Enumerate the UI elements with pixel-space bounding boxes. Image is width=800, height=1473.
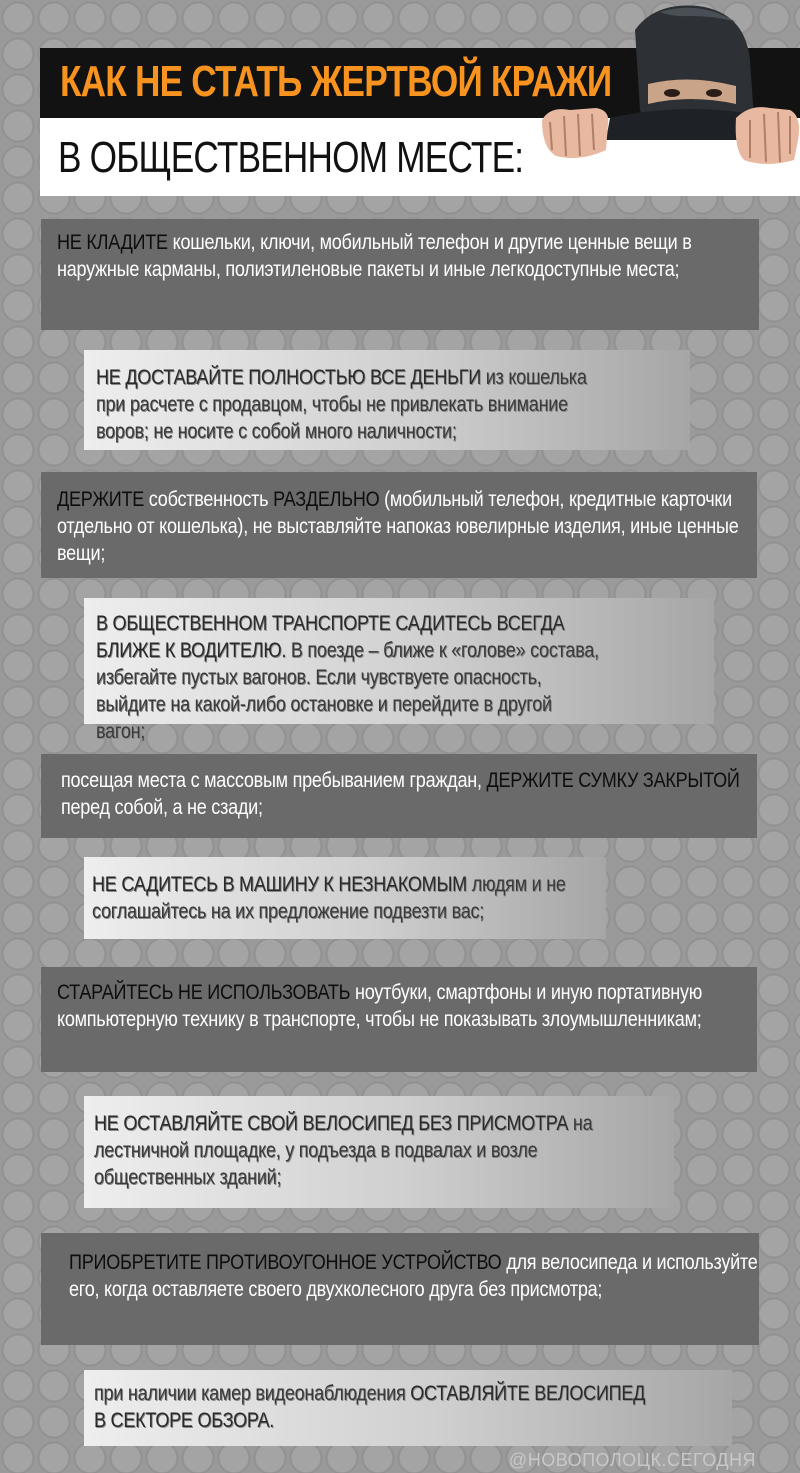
tip-text-9	[69, 1249, 761, 1303]
tip-box-8	[84, 1096, 674, 1208]
tip-emphasis: ПРИОБРЕТИТЕ ПРОТИВОУГОННОЕ УСТРОЙСТВО	[69, 1251, 502, 1274]
tip-text-2	[96, 364, 591, 445]
tip-emphasis: ДЕРЖИТЕ СУМКУ ЗАКРЫТОЙ	[486, 769, 740, 792]
tip-body: ноутбуки, смартфоны и иную портативную компьютерную технику в транспорте, чтобы не показывать злоумышленникам;	[57, 981, 703, 1031]
tip-body: людям и не соглашайтесь на их предложение подвезти вас;	[92, 873, 566, 923]
tip-body: (мобильный телефон, кредитные карточки отдельно от кошелька), не выставляйте напоказ ювелирные изделия, иные ценные вещи;	[57, 488, 739, 565]
tip-box-6	[84, 857, 606, 939]
masked-thief-illustration	[540, 0, 800, 175]
tip-text-8	[94, 1110, 601, 1191]
tip-emphasis: НЕ ДОСТАВАЙТЕ ПОЛНОСТЬЮ ВСЕ ДЕНЬГИ	[96, 366, 481, 389]
tip-body: для велосипеда и используйте его, когда оставляете своего двухколесного друга без присмотра;	[69, 1251, 758, 1301]
tip-text-10	[94, 1380, 651, 1434]
tip-box-4	[84, 598, 714, 743]
title-line-2: В ОБЩЕСТВЕННОМ МЕСТЕ:	[58, 133, 524, 182]
tip-text-7	[57, 979, 765, 1033]
tip-text-6	[92, 871, 586, 925]
tip-emphasis: НЕ ОСТАВЛЯЙТЕ СВОЙ ВЕЛОСИПЕД БЕЗ ПРИСМОТРА	[94, 1112, 569, 1135]
title-line-1: КАК НЕ СТАТЬ ЖЕРТВОЙ КРАЖИ	[60, 57, 612, 106]
tip-emphasis: РАЗДЕЛЬНО	[273, 488, 380, 511]
tip-box-3	[41, 472, 757, 578]
tip-text-3	[57, 486, 765, 567]
tip-box-7	[41, 967, 757, 1072]
tip-box-1	[41, 219, 759, 330]
tip-body: при наличии камер видеонаблюдения	[94, 1382, 411, 1405]
tip-body: кошельки, ключи, мобильный телефон и другие ценные вещи в наружные карманы, полиэтиленовые пакеты и иные легкодоступные места;	[57, 231, 692, 281]
tip-body: собственность	[144, 488, 274, 511]
tip-emphasis: В ОБЩЕСТВЕННОМ ТРАНСПОРТЕ САДИТЕСЬ ВСЕГДА БЛИЖЕ К ВОДИТЕЛЮ.	[96, 612, 565, 662]
tip-box-5	[41, 754, 757, 838]
tip-body: из кошелька при расчете с продавцом, чтобы не привлекать внимание воров; не носите с собой много наличности;	[96, 366, 587, 443]
tip-body: на лестничной площадке, у подъезда в подвалах и возле общественных зданий;	[94, 1112, 593, 1189]
tip-box-2	[84, 350, 690, 450]
tip-emphasis: НЕ САДИТЕСЬ В МАШИНУ К НЕЗНАКОМЫМ	[92, 873, 467, 896]
tip-body: посещая места с массовым пребыванием граждан,	[61, 769, 487, 792]
tip-emphasis: СТАРАЙТЕСЬ НЕ ИСПОЛЬЗОВАТЬ	[57, 981, 351, 1004]
tip-body: перед собой, а не сзади;	[61, 796, 263, 819]
tip-text-5	[61, 767, 769, 821]
tip-text-1	[57, 229, 767, 283]
tip-emphasis: НЕ КЛАДИТЕ	[57, 231, 168, 254]
tip-text-4	[96, 610, 600, 745]
tip-box-10	[84, 1370, 732, 1446]
tip-body: В поезде – ближе к «голове» состава, избегайте пустых вагонов. Если чувствуете опасность, выйдите на какой-либо остановке и перейдите в другой вагон;	[96, 639, 599, 743]
tip-emphasis: ДЕРЖИТЕ	[57, 488, 145, 511]
tip-box-9	[41, 1233, 759, 1345]
tip-emphasis: ОСТАВЛЯЙТЕ ВЕЛОСИПЕД В СЕКТОРЕ ОБЗОРА.	[94, 1382, 646, 1432]
source-credit: @НОВОПОЛОЦК.СЕГОДНЯ	[508, 1450, 756, 1470]
